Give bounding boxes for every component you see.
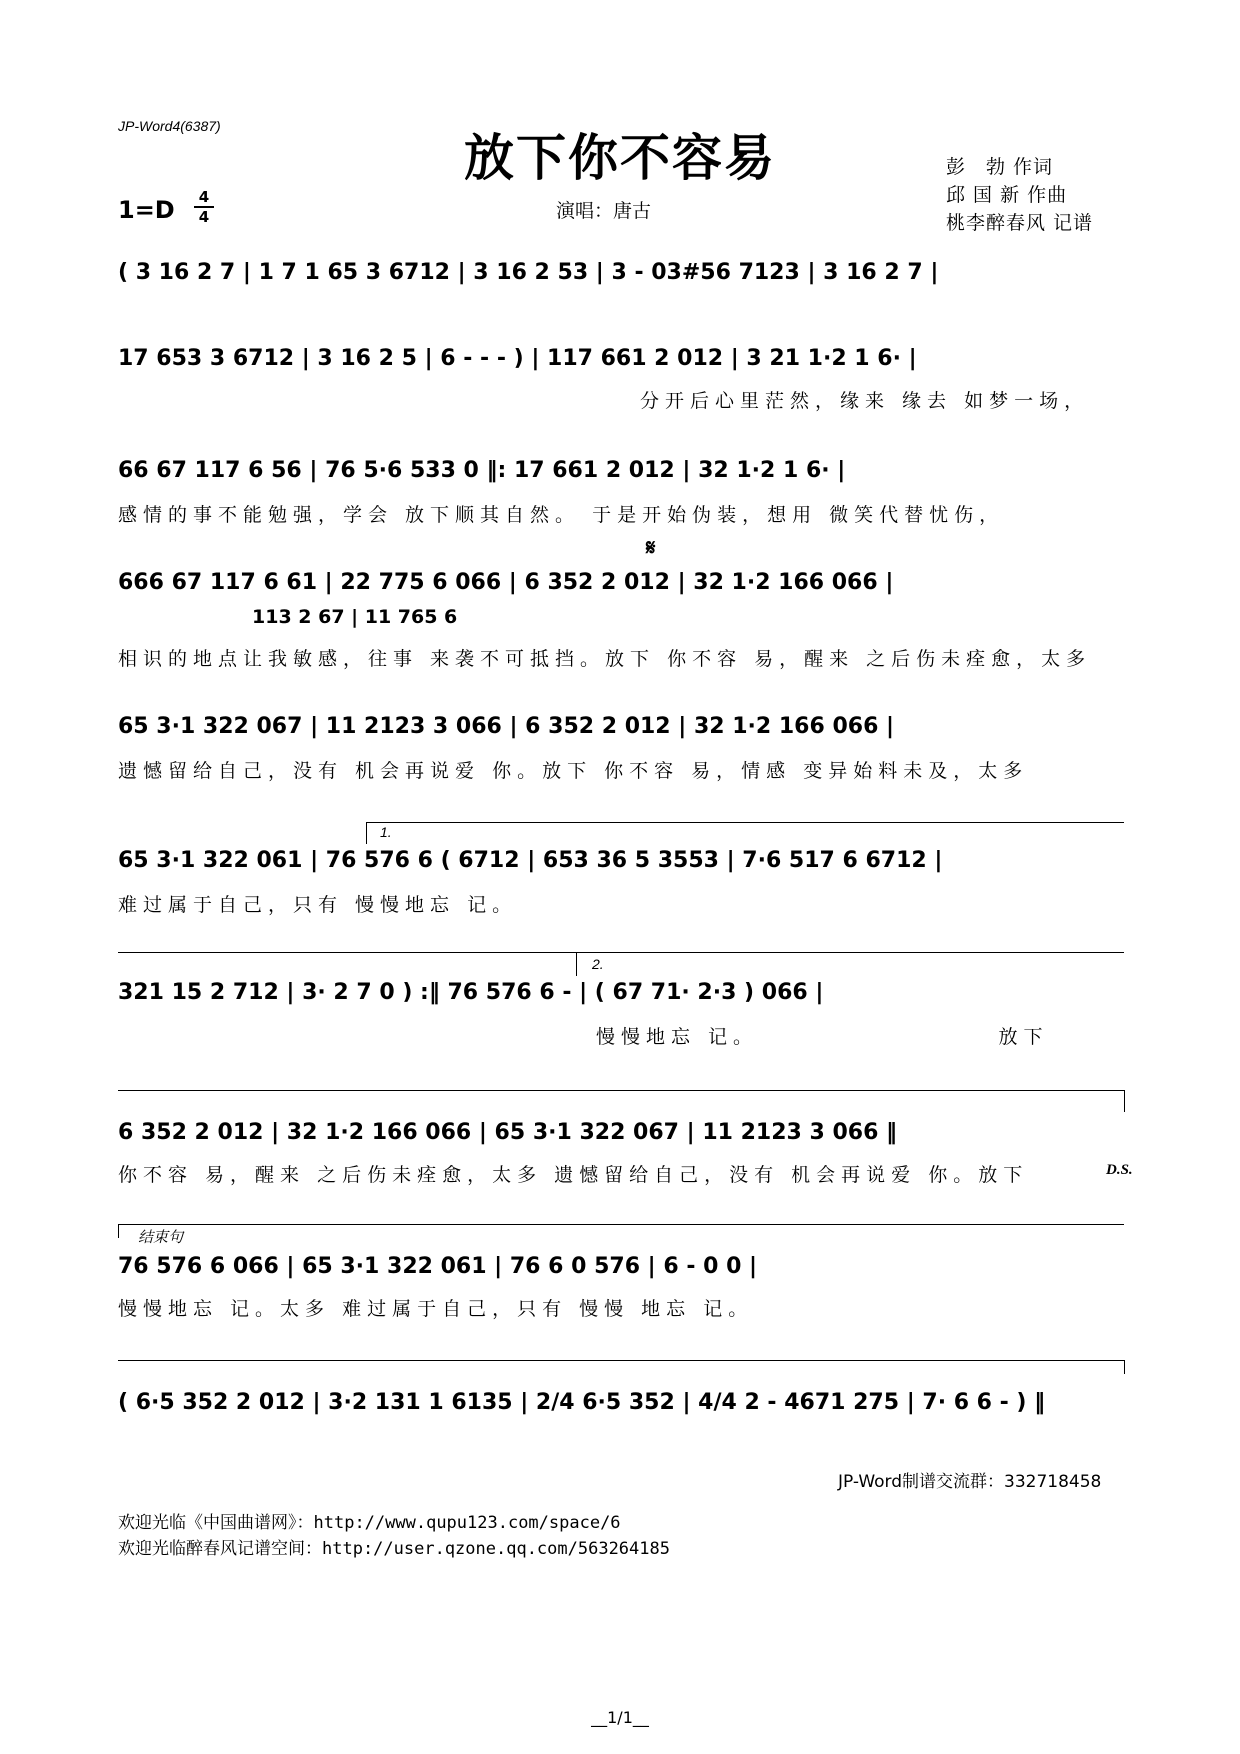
software-label: JP-Word4(6387)	[118, 118, 221, 134]
lyricist: 彭 勃 作词	[946, 156, 1054, 178]
dal-segno-mark: D.S.	[1106, 1162, 1133, 1178]
time-bottom: 4	[198, 208, 210, 226]
ending-2-bracket	[118, 952, 1124, 953]
qq-group: JP-Word制谱交流群：332718458	[838, 1472, 1102, 1492]
staff-4-harmony: 113 2 67 | 11 765 6	[252, 606, 458, 628]
staff-7-lyrics: 慢慢地忘 记。 放下	[596, 1026, 1049, 1048]
staff-6-lyrics: 难过属于自己，只有 慢慢地忘 记。	[118, 894, 518, 916]
ending-1-bracket-left	[366, 822, 367, 844]
staff-9-notes: 76 576 6 066 | 65 3·1 322 061 | 76 6 0 576 | 6 - 0 0 |	[118, 1254, 758, 1279]
coda-label: 结束句	[138, 1228, 184, 1246]
staff-5-lyrics: 遗憾留给自己，没有 机会再说爱 你。放下 你不容 易，情感 变异始料未及，太多	[118, 760, 1029, 782]
staff-4-notes: 666 67 117 6 61 | 22 775 6 066 | 6 352 2 012 | 32 1·2 166 066 |	[118, 570, 894, 595]
transcriber: 桃李醉春风 记谱	[946, 212, 1094, 234]
ending-1-bracket	[366, 822, 1124, 823]
staff-8-rule-end	[1124, 1090, 1125, 1112]
staff-2-lyrics: 分开后心里茫然，缘来 缘去 如梦一场，	[640, 390, 1090, 412]
staff-1-notes: ( 3 16 2 7 | 1 7 1 65 3 6712 | 3 16 2 53 | 3 - 03#56 7123 | 3 16 2 7 |	[118, 260, 939, 285]
coda-bracket-left	[118, 1224, 119, 1238]
composer: 邱 国 新 作曲	[946, 184, 1068, 206]
staff-8-rule	[118, 1090, 1124, 1091]
staff-4-lyrics: 相识的地点让我敏感，往事 来袭不可抵挡。放下 你不容 易，醒来 之后伤未痊愈，太多	[118, 648, 1092, 670]
page-number: __1/1__	[591, 1708, 649, 1727]
staff-10-rule-end	[1124, 1360, 1125, 1374]
footer-link-1: 欢迎光临《中国曲谱网》：http://www.qupu123.com/space/6	[118, 1513, 621, 1533]
staff-8-lyrics: 你不容 易，醒来 之后伤未痊愈，太多 遗憾留给自己，没有 机会再说爱 你。放下	[118, 1164, 1029, 1186]
ending-1-number: 1.	[380, 824, 392, 840]
staff-2-notes: 17 653 3 6712 | 3 16 2 5 | 6 - - - ) | 117 661 2 012 | 3 21 1·2 1 6· |	[118, 346, 917, 371]
song-title: 放下你不容易	[464, 128, 776, 187]
singer: 演唱：唐古	[556, 200, 652, 222]
staff-9-lyrics: 慢慢地忘 记。太多 难过属于自己，只有 慢慢 地忘 记。	[118, 1298, 754, 1320]
staff-3-lyrics: 感情的事不能勉强，学会 放下顺其自然。 于是开始伪装，想用 微笑代替忧伤，	[118, 504, 1005, 526]
staff-6-notes: 65 3·1 322 061 | 76 576 6 ( 6712 | 653 36 5 3553 | 7·6 517 6 6712 |	[118, 848, 943, 873]
staff-3-notes: 66 67 117 6 56 | 76 5·6 533 0 ‖: 17 661 2 012 | 32 1·2 1 6· |	[118, 458, 846, 483]
staff-8-notes: 6 352 2 012 | 32 1·2 166 066 | 65 3·1 322 067 | 11 2123 3 066 ‖	[118, 1120, 898, 1145]
ending-2-number: 2.	[592, 956, 604, 972]
time-signature	[194, 189, 214, 225]
footer-link-2: 欢迎光临醉春风记谱空间：http://user.qzone.qq.com/563264185	[118, 1539, 670, 1559]
staff-10-notes: ( 6·5 352 2 012 | 3·2 131 1 6135 | 2/4 6·5 352 | 4/4 2 - 4671 275 | 7· 6 6 - ) ‖	[118, 1390, 1046, 1415]
staff-7-notes: 321 15 2 712 | 3· 2 7 0 ) :‖ 76 576 6 - | ( 67 71· 2·3 ) 066 |	[118, 980, 824, 1005]
staff-5-notes: 65 3·1 322 067 | 11 2123 3 066 | 6 352 2 012 | 32 1·2 166 066 |	[118, 714, 895, 739]
time-top: 4	[198, 188, 210, 206]
coda-bracket	[118, 1224, 1124, 1225]
segno-sign: 𝄋	[646, 536, 656, 561]
staff-10-rule	[118, 1360, 1124, 1361]
key-signature: 1=D	[118, 196, 175, 224]
ending-2-bracket-left	[576, 952, 577, 976]
